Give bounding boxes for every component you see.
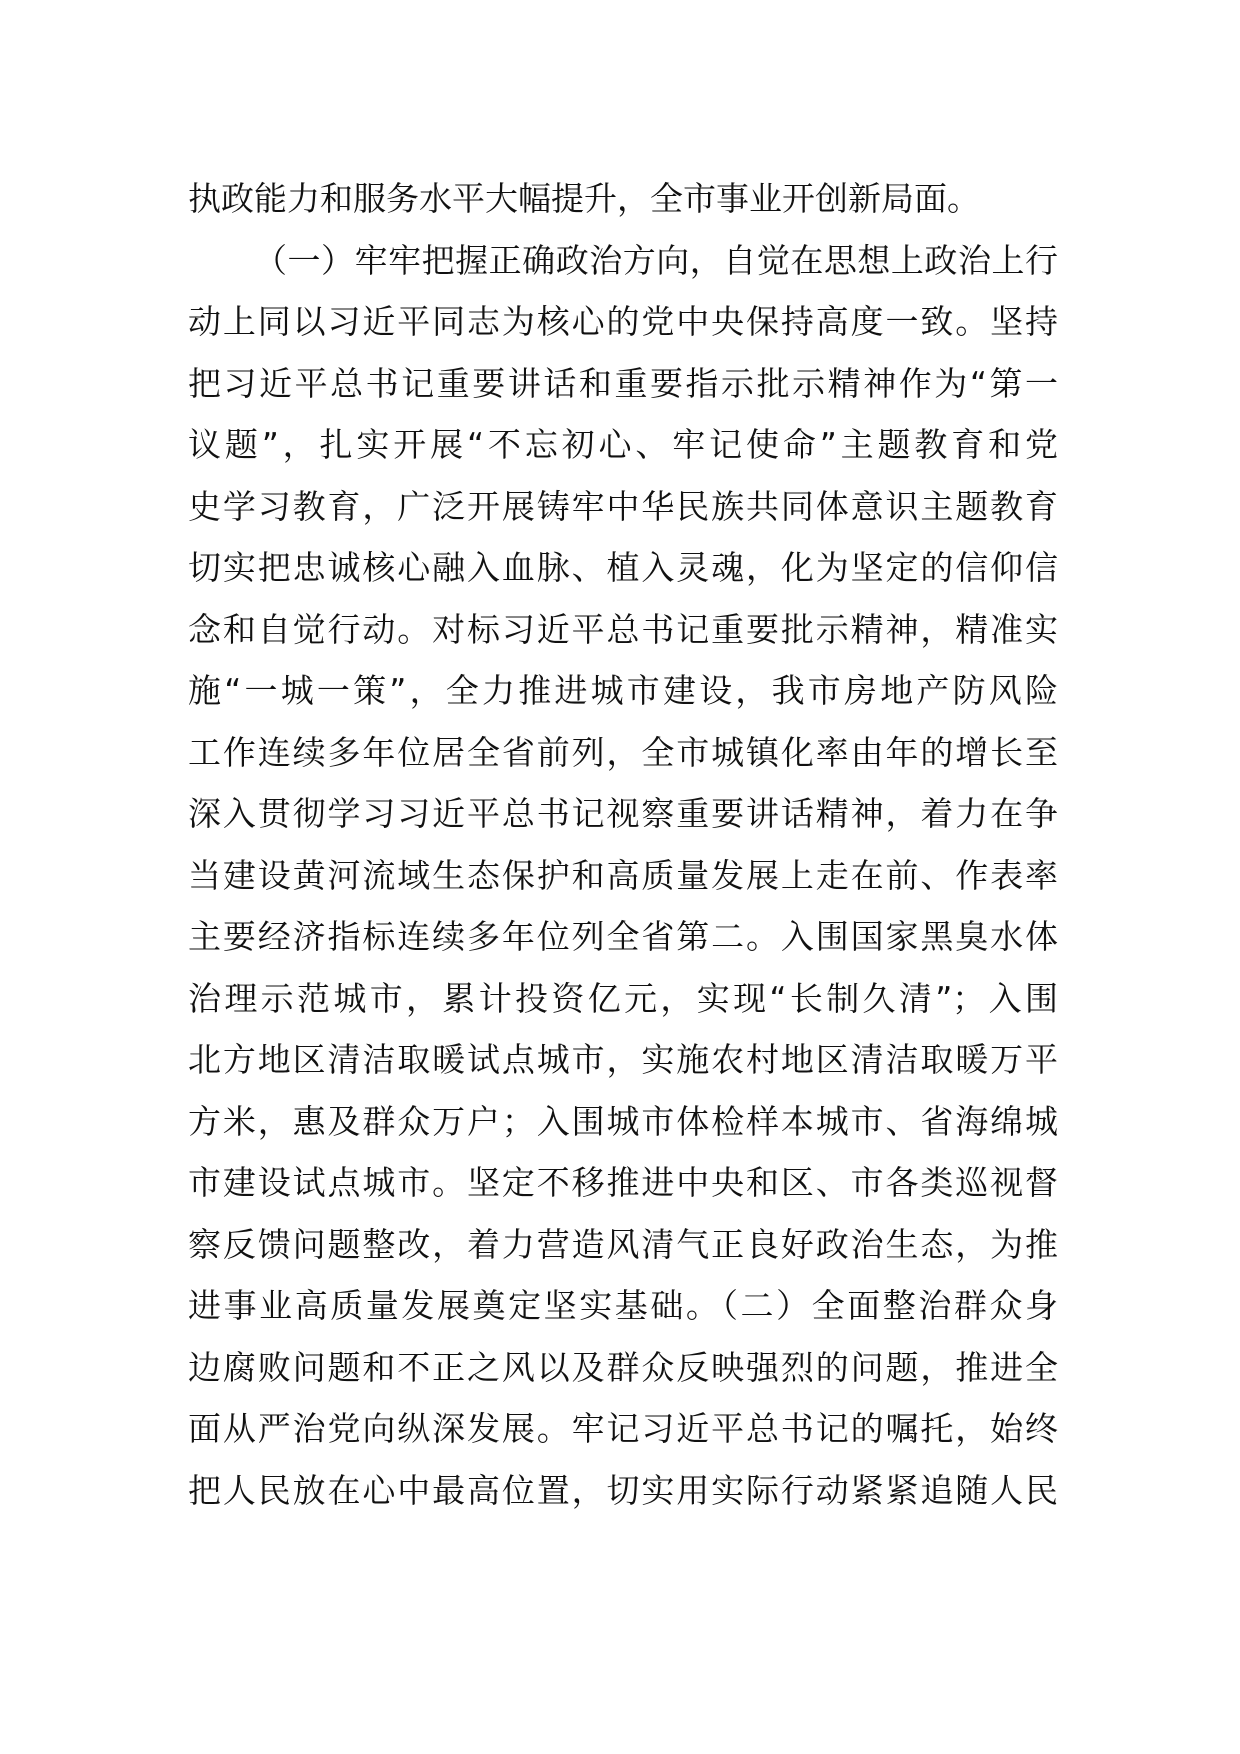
text-line: 边腐败问题和不正之风以及群众反映强烈的问题，推进全 xyxy=(188,1347,1058,1387)
text-line: 执政能力和服务水平大幅提升，全市事业开创新局面。 xyxy=(188,179,980,218)
text-line: 把人民放在心中最高位置，切实用实际行动紧紧追随人民 xyxy=(188,1470,1058,1510)
text-line: 深入贯彻学习习近平总书记视察重要讲话精神，着力在争 xyxy=(188,794,1058,833)
text-line: 北方地区清洁取暖试点城市，实施农村地区清洁取暖万平 xyxy=(188,1040,1058,1079)
text-line: 方米，惠及群众万户；入围城市体检样本城市、省海绵城 xyxy=(188,1101,1058,1141)
text-line: 当建设黄河流域生态保护和高质量发展上走在前、作表率 xyxy=(188,855,1058,895)
section-heading-line: （一）牢牢把握正确政治方向，自觉在思想上政治上行 xyxy=(254,240,1058,280)
text-line: 工作连续多年位居全省前列，全市城镇化率由年的增长至 xyxy=(188,732,1058,772)
text-line: 主要经济指标连续多年位列全省第二。入围国家黑臭水体 xyxy=(188,917,1058,956)
text-line: 议题”，扎实开展“不忘初心、牢记使命”主题教育和党 xyxy=(188,425,1058,464)
text-line: 察反馈问题整改，着力营造风清气正良好政治生态，为推 xyxy=(188,1224,1058,1264)
text-line: 施“一城一策”，全力推进城市建设，我市房地产防风险 xyxy=(188,671,1058,710)
text-line: 念和自觉行动。对标习近平总书记重要批示精神，精准实 xyxy=(188,609,1058,649)
text-line: 市建设试点城市。坚定不移推进中央和区、市各类巡视督 xyxy=(188,1163,1058,1202)
body-text xyxy=(188,168,1058,1521)
text-line: 面从严治党向纵深发展。牢记习近平总书记的嘱托，始终 xyxy=(188,1409,1058,1448)
text-line: 史学习教育，广泛开展铸牢中华民族共同体意识主题教育 xyxy=(188,486,1058,526)
text-line: 治理示范城市，累计投资亿元，实现“长制久清”；入围 xyxy=(188,978,1058,1018)
text-line: 进事业高质量发展奠定坚实基础。（二）全面整治群众身 xyxy=(188,1286,1058,1325)
text-line: 动上同以习近平同志为核心的党中央保持高度一致。坚持 xyxy=(188,302,1058,341)
text-line: 把习近平总书记重要讲话和重要指示批示精神作为“第一 xyxy=(188,363,1058,403)
text-line: 切实把忠诚核心融入血脉、植入灵魂，化为坚定的信仰信 xyxy=(188,548,1058,587)
